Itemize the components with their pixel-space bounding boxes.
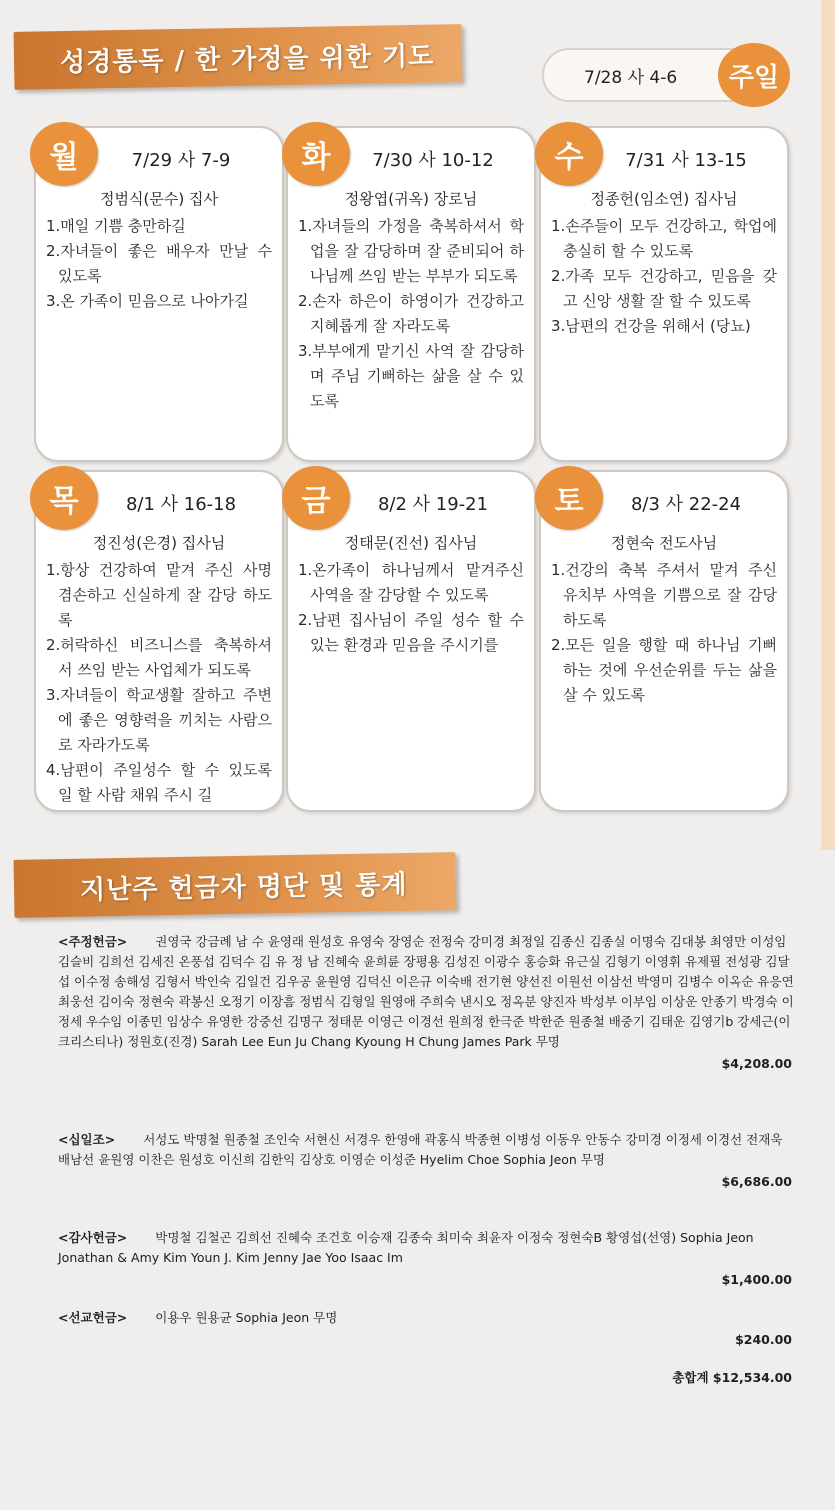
offering-label: <감사헌금> xyxy=(58,1230,128,1245)
offering-grand-total: 총합계 $12,534.00 xyxy=(672,1370,792,1385)
family-name: 정범식(문수) 집사 xyxy=(100,190,218,208)
offering-label: <선교헌금> xyxy=(58,1310,128,1325)
prayer-item: 3.남편의 건강을 위해서 (당뇨) xyxy=(551,317,751,335)
family-name: 정현숙 전도사님 xyxy=(610,534,718,552)
prayer-item: 2.가족 모두 건강하고, 믿음을 갖고 신앙 생활 잘 할 수 있도록 xyxy=(551,267,777,310)
prayer-item: 2.자녀들이 좋은 배우자 만날 수 있도록 xyxy=(46,242,272,285)
offering-amount: $4,208.00 xyxy=(721,1056,792,1071)
prayer-list xyxy=(551,214,777,339)
offering-names: 권영국 강금례 남 수 윤영래 원성호 유영숙 장영순 전정숙 강미경 최정일 김종신 김종실 이명숙 김대봉 최영만 이성임 김슬비 김희선 김세진 온풍섭 김덕수 김 유 정 남 진혜숙 윤희륜 장평용 김성진 이광수 홍승화 유근실 김형기 이영휘 유제필 전성광 김달섭 이수정 송해성 김형서 박인숙 김일건 김우공 윤원영 김덕신 이은규 이숙배 전기현 양선진 이원선 이삼선 박영미 김병수 이옥순 유응연 최웅선 김이숙 정현숙 곽봉신 오정기 이장흠 정범식 김형일 원영애 주희숙 낸시오 정옥분 양진자 박성부 이부임 이상운 안종기 박경숙 이정세 우수임 이종민 임상수 유영한 강중선 김명구 정태문 이영근 이경선 원희정 한극준 박한준 원종철 배중기 김태운 김영기b 강세근(이크리스티나) 정원호(진경) Sarah Lee Eun Ju Chang Kyoung H Chung James Park 무명 xyxy=(58,934,794,1049)
day-badge: 수 xyxy=(535,122,603,186)
offering-section-thanks xyxy=(58,1228,798,1290)
offering-amount: $1,400.00 xyxy=(721,1272,792,1287)
prayer-card-friday xyxy=(286,470,536,812)
family-name: 정왕엽(귀옥) 장로님 xyxy=(344,190,478,208)
offering-names-block xyxy=(58,932,798,1052)
decorative-strip xyxy=(821,0,835,850)
offering-section-weekly xyxy=(58,932,798,1074)
prayer-list xyxy=(551,558,777,708)
prayer-item: 1.온가족이 하나님께서 맡겨주신 사역을 잘 감당할 수 있도록 xyxy=(298,561,524,604)
reading-label: 7/30 사 10-12 xyxy=(372,150,494,171)
prayer-card-thursday xyxy=(34,470,284,812)
section-title: 성경통독 / 한 가정을 위한 기도 xyxy=(59,41,435,78)
prayer-item: 2.남편 집사님이 주일 성수 할 수 있는 환경과 믿음을 주시기를 xyxy=(298,611,524,654)
prayer-item: 1.자녀들의 가정을 축복하셔서 학업을 잘 감당하며 잘 준비되어 하나님께 쓰임 받는 부부가 되도록 xyxy=(298,217,524,285)
prayer-item: 2.손자 하은이 하영이가 건강하고 지혜롭게 잘 자라도록 xyxy=(298,292,524,335)
prayer-list xyxy=(46,214,272,314)
offering-title: 지난주 헌금자 명단 및 통계 xyxy=(79,869,408,906)
reading-label: 7/31 사 13-15 xyxy=(625,150,747,171)
prayer-card-tuesday xyxy=(286,126,536,462)
offering-amount: $6,686.00 xyxy=(721,1174,792,1189)
offering-names: 서성도 박명철 원종철 조인숙 서현신 서경우 한영애 곽홍식 박종현 이병성 이동우 안동수 강미경 이정세 이경선 전재욱 배남선 윤원영 이찬은 원성호 이신희 김한익 김상호 이영순 이성준 Hyelim Choe Sophia Jeon 무명 xyxy=(58,1132,783,1167)
prayer-list xyxy=(298,558,524,658)
offering-label: <십일조> xyxy=(58,1132,116,1147)
offering-section-tithe xyxy=(58,1130,798,1192)
prayer-item: 1.매일 기쁨 충만하길 xyxy=(46,217,186,235)
offering-label: <주정헌금> xyxy=(58,934,128,949)
offering-amount: $240.00 xyxy=(735,1332,792,1347)
day-badge: 금 xyxy=(282,466,350,530)
prayer-item: 2.모든 일을 행할 때 하나님 기뻐하는 것에 우선순위를 두는 삶을 살 수 있도록 xyxy=(551,636,777,704)
prayer-item: 1.항상 건강하여 맡겨 주신 사명 겸손하고 신실하게 잘 감당 하도록 xyxy=(46,561,272,629)
offering-names-block xyxy=(58,1228,798,1268)
prayer-item: 3.자녀들이 학교생활 잘하고 주변에 좋은 영향력을 끼치는 사람으로 자라가도록 xyxy=(46,686,272,754)
prayer-item: 2.허락하신 비즈니스를 축복하셔서 쓰임 받는 사업체가 되도록 xyxy=(46,636,272,679)
bible-reading-banner xyxy=(14,24,463,90)
family-name: 정진성(은경) 집사님 xyxy=(92,534,226,552)
offering-names: 이용우 원용균 Sophia Jeon 무명 xyxy=(155,1310,338,1325)
sunday-day-badge: 주일 xyxy=(718,43,790,107)
offering-banner xyxy=(14,852,457,918)
offering-names-block xyxy=(58,1308,798,1328)
prayer-item: 1.건강의 축복 주셔서 맡겨 주신 유치부 사역을 기쁨으로 잘 감당 하도록 xyxy=(551,561,777,629)
reading-label: 8/3 사 22-24 xyxy=(630,494,742,515)
offering-section-mission xyxy=(58,1308,798,1350)
prayer-item: 4.남편이 주일성수 할 수 있도록 일 할 사람 채워 주시 길 xyxy=(46,761,272,804)
reading-label: 7/29 사 7-9 xyxy=(131,150,231,171)
prayer-list xyxy=(298,214,524,414)
prayer-item: 3.온 가족이 믿음으로 나아가길 xyxy=(46,292,249,310)
day-badge: 목 xyxy=(30,466,98,530)
reading-label: 8/1 사 16-18 xyxy=(125,494,237,515)
family-name: 정종헌(임소연) 집사님 xyxy=(590,190,738,208)
prayer-card-wednesday xyxy=(539,126,789,462)
reading-label: 8/2 사 19-21 xyxy=(377,494,489,515)
sunday-reading-text: 7/28 사 4-6 xyxy=(584,67,678,88)
family-name: 정태문(진선) 집사님 xyxy=(344,534,478,552)
day-badge: 월 xyxy=(30,122,98,186)
prayer-item: 1.손주들이 모두 건강하고, 학업에 충실히 할 수 있도록 xyxy=(551,217,777,260)
day-badge: 화 xyxy=(282,122,350,186)
day-badge: 토 xyxy=(535,466,603,530)
prayer-item: 3.부부에게 맡기신 사역 잘 감당하며 주님 기뻐하는 삶을 살 수 있도록 xyxy=(298,342,524,410)
offering-names: 박명철 김철곤 김희선 진혜숙 조건호 이승재 김종숙 최미숙 최윤자 이정숙 정현숙B 황영섭(선영) Sophia Jeon Jonathan & Amy Kim Youn J. Kim Jenny Jae Yoo Isaac Im xyxy=(58,1230,754,1265)
offering-names-block xyxy=(58,1130,798,1170)
prayer-card-monday xyxy=(34,126,284,462)
prayer-card-saturday xyxy=(539,470,789,812)
prayer-list xyxy=(46,558,272,808)
